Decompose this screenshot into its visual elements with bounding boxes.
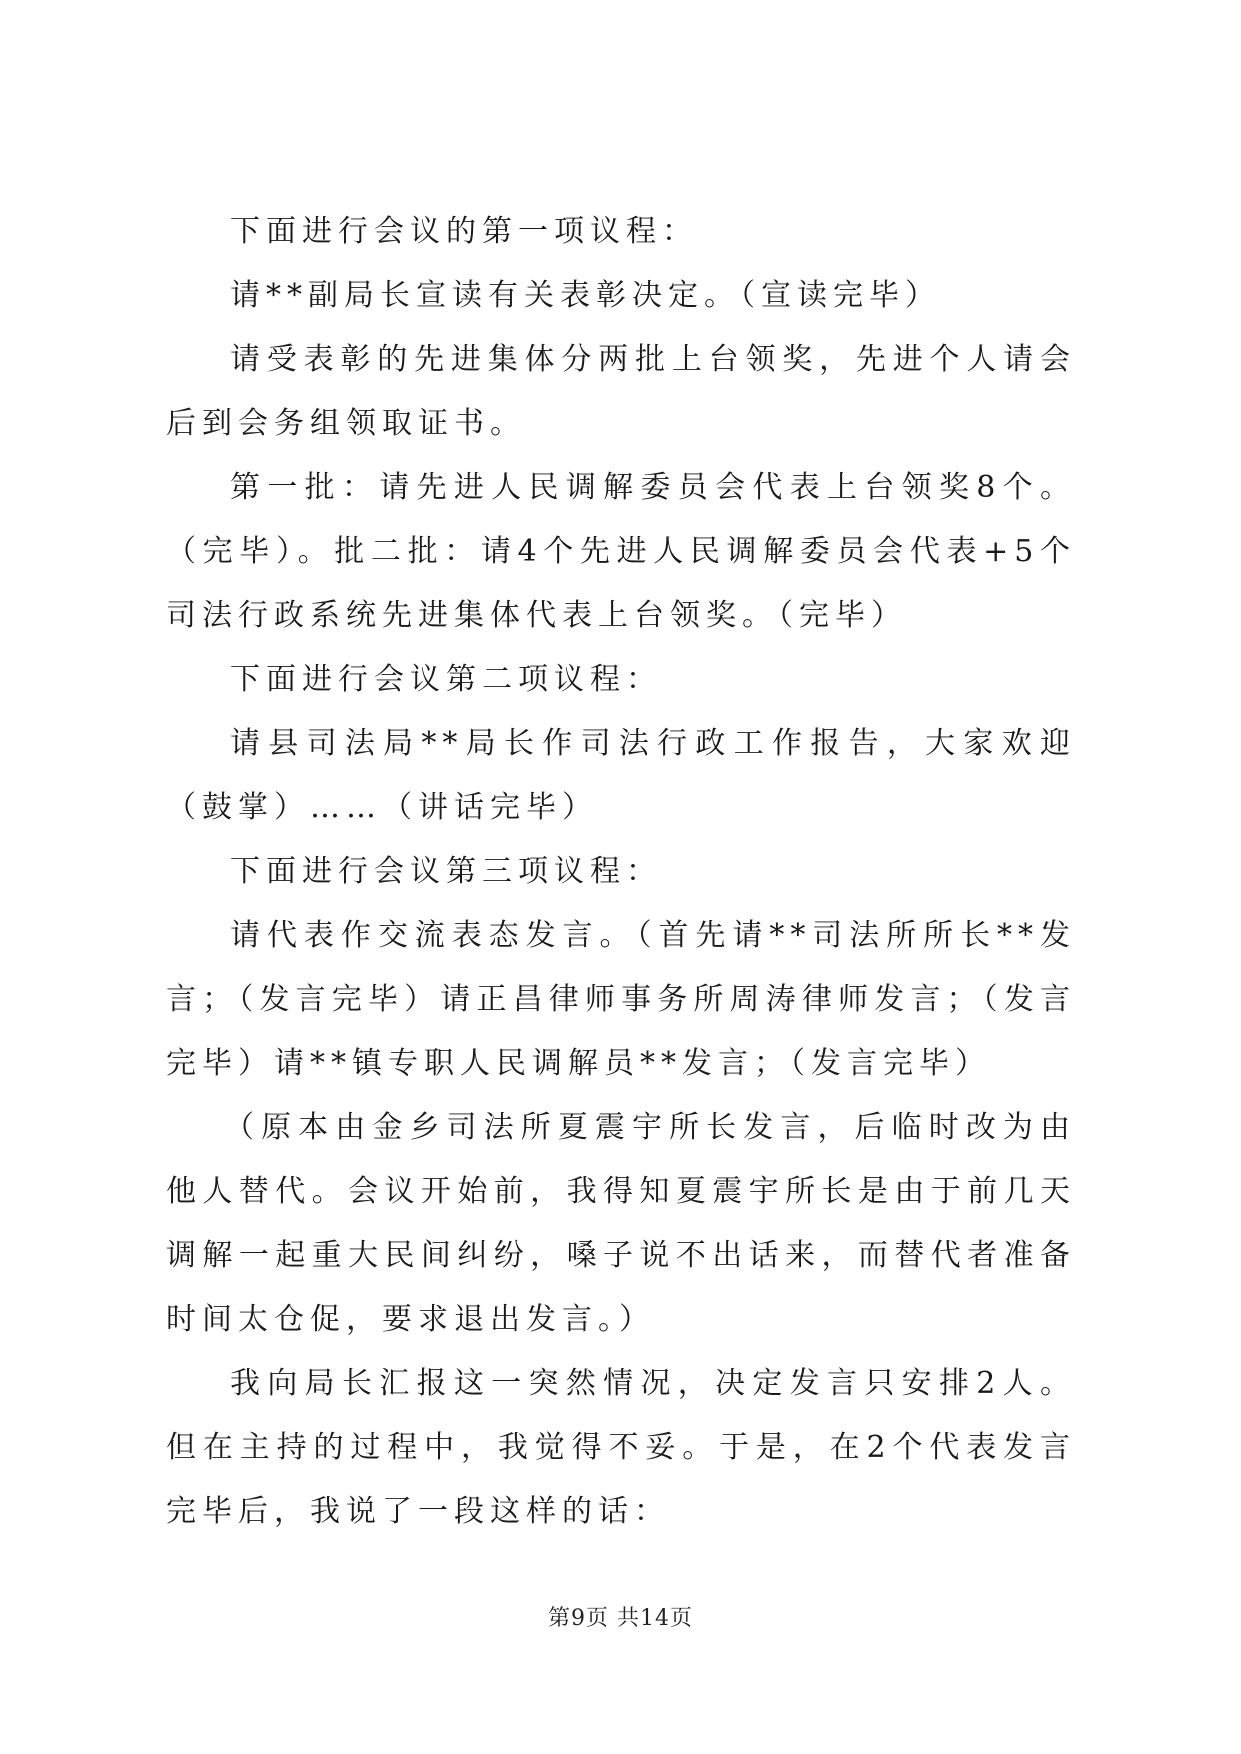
paragraph-award-instructions: 请受表彰的先进集体分两批上台领奖，先进个人请会后到会务组领取证书。: [166, 342, 1076, 441]
page-footer: 第9页 共14页: [548, 1606, 693, 1631]
paragraph-report-to-director: 我向局长汇报这一突然情况，决定发言只安排2人。但在主持的过程中，我觉得不妥。于是，在2个代表发言完毕后，我说了一段这样的话：: [166, 1366, 1076, 1529]
paragraph-read-decision: 请**副局长宣读有关表彰决定。（宣读完毕）: [230, 278, 941, 313]
paragraph-agenda-1: 下面进行会议的第一项议程：: [230, 214, 698, 249]
paragraph-note: （原本由金乡司法所夏震宇所长发言，后临时改为由他人替代。会议开始前，我得知夏震宇所长是由于前几天调解一起重大民间纠纷，嗓子说不出话来，而替代者准备时间太仓促，要求退出发言。）: [166, 1110, 1076, 1337]
document-body: [166, 200, 1076, 1544]
paragraph-speeches: 请代表作交流表态发言。（首先请**司法所所长**发言；（发言完毕）请正昌律师事务所周涛律师发言；（发言完毕）请**镇专职人民调解员**发言；（发言完毕）: [166, 918, 1076, 1081]
paragraph-agenda-3: 下面进行会议第三项议程：: [230, 854, 662, 889]
paragraph-award-batches: 第一批：请先进人民调解委员会代表上台领奖8个。（完毕）。批二批：请4个先进人民调解委员会代表+5个司法行政系统先进集体代表上台领奖。（完毕）: [166, 470, 1076, 633]
paragraph-work-report: 请县司法局**局长作司法行政工作报告，大家欢迎（鼓掌）……（讲话完毕）: [166, 726, 1076, 825]
paragraph-agenda-2: 下面进行会议第二项议程：: [230, 662, 662, 697]
